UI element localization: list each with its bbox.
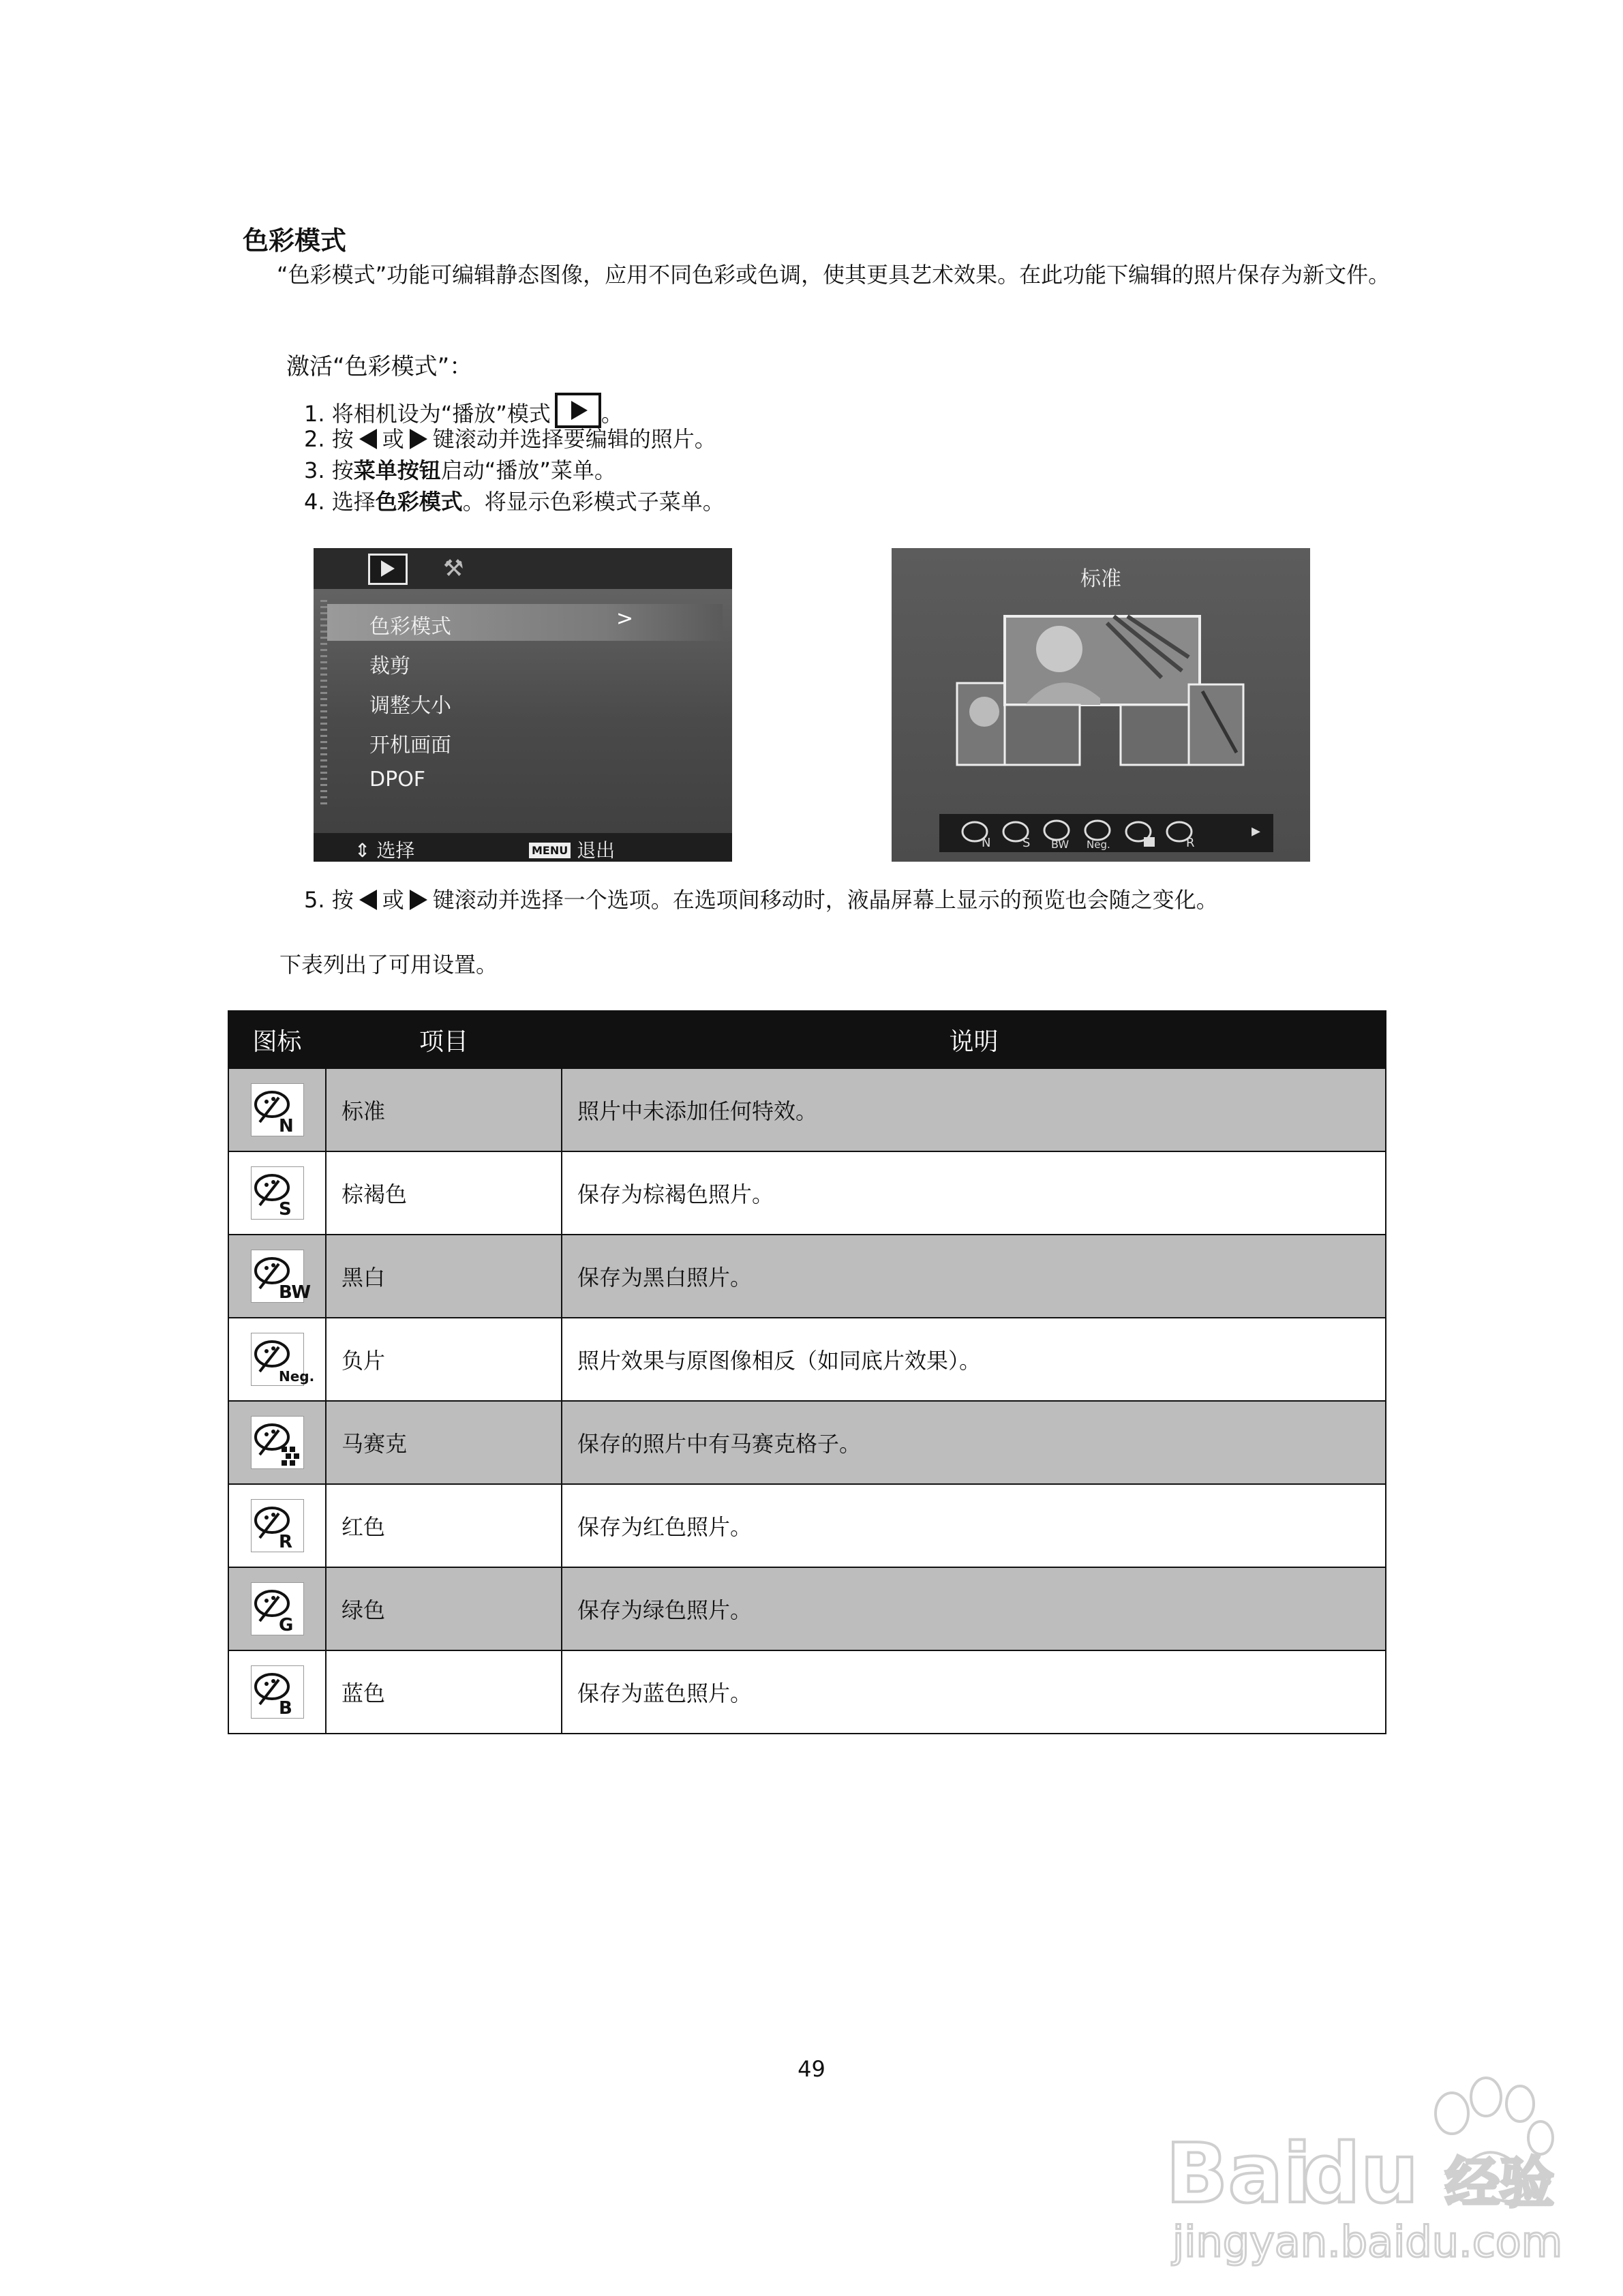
icon-cell bbox=[228, 1484, 326, 1567]
intro-paragraph: “色彩模式”功能可编辑静态图像，应用不同色彩或色调，使其更具艺术效果。在此功能下编辑的照片保存为新文件。 bbox=[277, 262, 1391, 288]
right-arrow-icon bbox=[410, 890, 427, 910]
scroll-indicator bbox=[320, 600, 327, 804]
item-description: 保存为黑白照片。 bbox=[562, 1235, 1386, 1318]
chevron-right-icon: > bbox=[616, 607, 634, 631]
item-description: 保存的照片中有马赛克格子。 bbox=[562, 1401, 1386, 1484]
header-icon: 图标 bbox=[228, 1011, 326, 1068]
svg-text:R: R bbox=[1186, 836, 1195, 850]
svg-text:N: N bbox=[982, 836, 991, 850]
section-title: 色彩模式 bbox=[243, 226, 347, 256]
icon-cell bbox=[228, 1068, 326, 1151]
color-mode-preview-screenshot bbox=[892, 548, 1310, 862]
icon-cell bbox=[228, 1318, 326, 1401]
menu-item-crop: 裁剪 bbox=[369, 654, 410, 678]
photo-preview-image bbox=[957, 616, 1245, 769]
icon-cell bbox=[228, 1151, 326, 1235]
color-mode-normal-icon bbox=[251, 1083, 304, 1136]
color-mode-mosaic-icon bbox=[251, 1416, 304, 1469]
page-number: 49 bbox=[798, 2056, 825, 2082]
icon-cell bbox=[228, 1235, 326, 1318]
wrench-icon: ⚒ bbox=[443, 555, 464, 582]
svg-text:S: S bbox=[278, 1199, 292, 1220]
color-mode-sepia-icon bbox=[1001, 818, 1037, 849]
svg-text:BW: BW bbox=[1051, 838, 1070, 851]
item-name: 红色 bbox=[326, 1484, 562, 1567]
table-row bbox=[228, 1401, 1386, 1484]
svg-text:B: B bbox=[278, 1698, 292, 1719]
icon-cell bbox=[228, 1401, 326, 1484]
svg-text:G: G bbox=[278, 1615, 293, 1635]
item-description: 照片中未添加任何特效。 bbox=[562, 1068, 1386, 1151]
left-arrow-icon bbox=[359, 429, 377, 449]
up-down-arrow-icon: ⇕ bbox=[354, 839, 371, 862]
table-row bbox=[228, 1235, 1386, 1318]
icon-cell bbox=[228, 1567, 326, 1650]
table-row bbox=[228, 1484, 1386, 1567]
svg-text:Neg.: Neg. bbox=[278, 1368, 314, 1385]
left-arrow-icon bbox=[359, 890, 377, 910]
right-arrow-icon bbox=[410, 429, 427, 449]
item-description: 保存为蓝色照片。 bbox=[562, 1650, 1386, 1734]
hint-select: ⇕ 选择 bbox=[354, 839, 415, 862]
item-name: 标准 bbox=[326, 1068, 562, 1151]
item-description: 保存为棕褐色照片。 bbox=[562, 1151, 1386, 1235]
menu-item-dpof: DPOF bbox=[369, 768, 426, 791]
item-name: 棕褐色 bbox=[326, 1151, 562, 1235]
step-3: 3. 按菜单按钮启动“播放”菜单。 bbox=[304, 457, 616, 483]
item-name: 马赛克 bbox=[326, 1401, 562, 1484]
color-mode-negative-icon bbox=[251, 1333, 314, 1386]
svg-text:Neg.: Neg. bbox=[1087, 839, 1110, 851]
color-mode-red-icon bbox=[1164, 818, 1201, 849]
svg-text:S: S bbox=[1022, 836, 1031, 850]
color-mode-blue-icon bbox=[251, 1665, 304, 1719]
icon-cell bbox=[228, 1650, 326, 1734]
table-row bbox=[228, 1567, 1386, 1650]
item-description: 保存为红色照片。 bbox=[562, 1484, 1386, 1567]
step-1: 1. 将相机设为“播放”模式 。 bbox=[304, 393, 623, 429]
item-description: 照片效果与原图像相反（如同底片效果）。 bbox=[562, 1318, 1386, 1401]
item-name: 绿色 bbox=[326, 1567, 562, 1650]
svg-text:经验: 经验 bbox=[1445, 2151, 1554, 2215]
header-item: 项目 bbox=[326, 1011, 562, 1068]
svg-text:jingyan.baidu.com: jingyan.baidu.com bbox=[1172, 2217, 1563, 2267]
playback-menu-screenshot bbox=[314, 548, 732, 862]
activate-heading: 激活“色彩模式”： bbox=[286, 353, 473, 380]
menu-button-icon: MENU bbox=[529, 843, 571, 858]
table-header-row bbox=[228, 1011, 1386, 1068]
scroll-right-icon: ▸ bbox=[1252, 821, 1261, 841]
svg-text:N: N bbox=[278, 1116, 294, 1136]
svg-text:du: du bbox=[1302, 2127, 1419, 2222]
color-mode-bw-icon bbox=[251, 1250, 311, 1303]
hint-exit: MENU 退出 bbox=[529, 836, 615, 863]
table-row bbox=[228, 1650, 1386, 1734]
step-4: 4. 选择色彩模式。将显示色彩模式子菜单。 bbox=[304, 489, 725, 515]
baidu-jingyan-watermark-logo bbox=[1159, 2072, 1609, 2270]
item-name: 蓝色 bbox=[326, 1650, 562, 1734]
playback-tab-icon bbox=[368, 554, 408, 585]
menu-item-color-mode: 色彩模式 bbox=[369, 615, 451, 639]
item-name: 负片 bbox=[326, 1318, 562, 1401]
table-row bbox=[228, 1318, 1386, 1401]
item-name: 黑白 bbox=[326, 1235, 562, 1318]
menu-item-resize: 调整大小 bbox=[369, 694, 451, 718]
svg-text:R: R bbox=[278, 1532, 292, 1552]
color-mode-normal-icon bbox=[960, 818, 997, 849]
playback-mode-icon bbox=[555, 393, 601, 428]
svg-text:BW: BW bbox=[278, 1282, 311, 1303]
color-mode-green-icon bbox=[251, 1582, 304, 1635]
step-5: 5. 按 或 键滚动并选择一个选项。在选项间移动时，液晶屏幕上显示的预览也会随之变化。 bbox=[304, 887, 1218, 913]
color-mode-bw-icon bbox=[1042, 818, 1078, 849]
svg-text:Bai: Bai bbox=[1166, 2127, 1311, 2222]
item-description: 保存为绿色照片。 bbox=[562, 1567, 1386, 1650]
table-row bbox=[228, 1068, 1386, 1151]
color-mode-table bbox=[228, 1010, 1386, 1734]
color-mode-negative-icon bbox=[1082, 818, 1119, 849]
table-row bbox=[228, 1151, 1386, 1235]
color-mode-red-icon bbox=[251, 1499, 304, 1552]
color-mode-mosaic-icon bbox=[1123, 818, 1160, 849]
header-description: 说明 bbox=[562, 1011, 1386, 1068]
table-intro: 下表列出了可用设置。 bbox=[279, 952, 498, 978]
menu-item-startup-image: 开机画面 bbox=[369, 734, 451, 757]
preview-mode-label: 标准 bbox=[1080, 567, 1121, 591]
color-mode-sepia-icon bbox=[251, 1166, 304, 1220]
step-2: 2. 按 或 键滚动并选择要编辑的照片。 bbox=[304, 426, 716, 452]
